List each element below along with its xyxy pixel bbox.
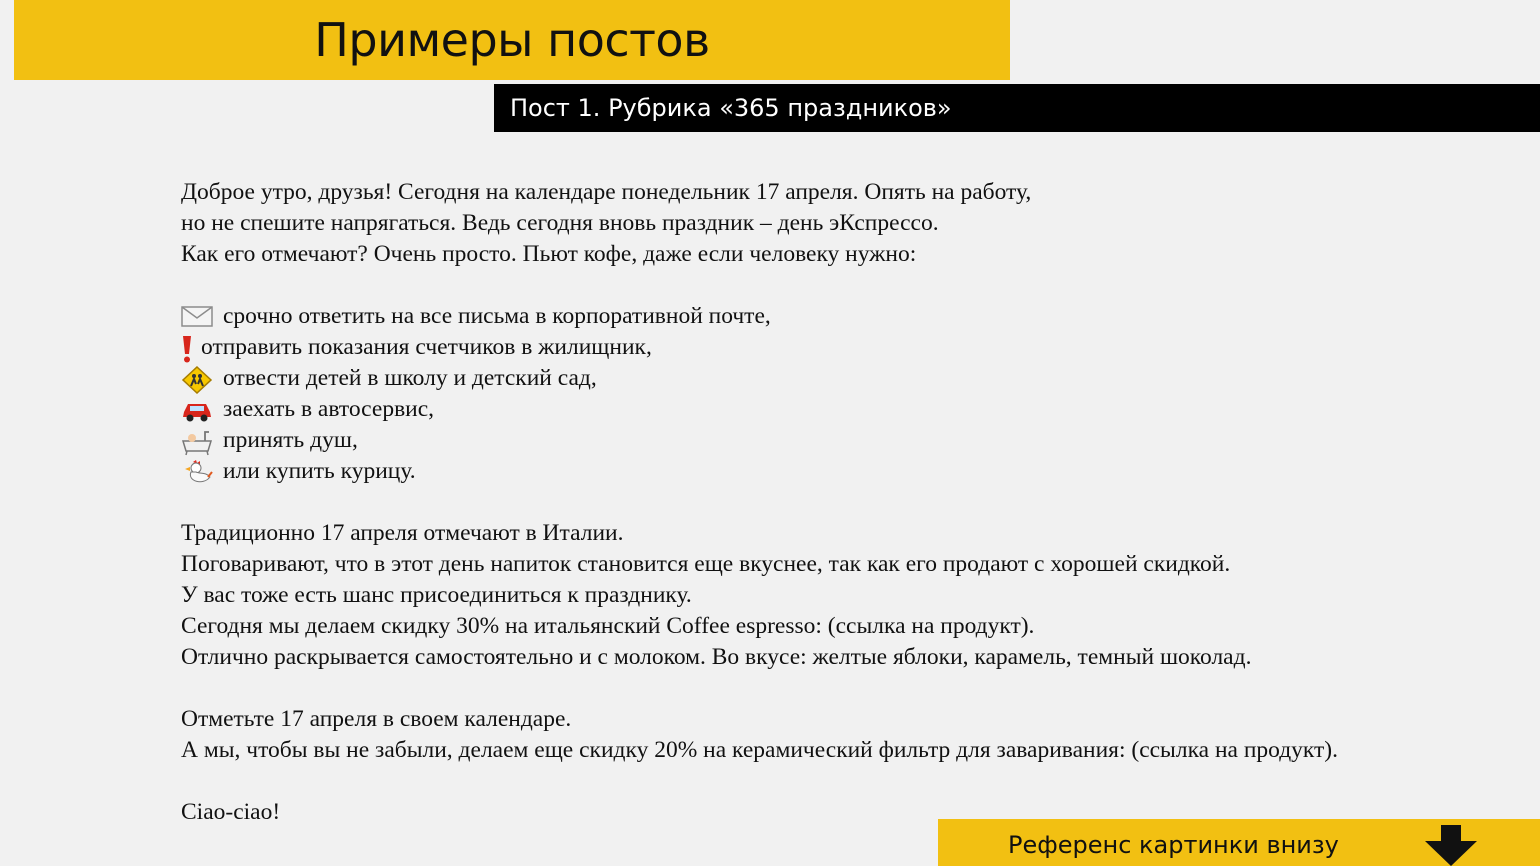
paragraph-line: Как его отмечают? Очень просто. Пьют кофе, даже если человеку нужно:	[181, 241, 917, 267]
paragraph-line: Отлично раскрывается самостоятельно и с молоком. Во вкусе: желтые яблоки, карамель, темный шоколад.	[181, 644, 1252, 670]
page-title: Примеры постов	[314, 13, 710, 67]
paragraph-line: Традиционно 17 апреля отмечают в Италии.	[181, 520, 624, 546]
post-body	[181, 177, 1501, 828]
paragraph-line: Сегодня мы делаем скидку 30% на итальянский Coffee espresso: (ссылка на продукт).	[181, 613, 1035, 639]
reference-label: Референс картинки внизу	[1008, 831, 1339, 859]
car-icon	[181, 397, 213, 423]
list-item-text: принять душ,	[223, 427, 358, 453]
list-item-text: срочно ответить на все письма в корпоративной почте,	[223, 303, 771, 329]
subtitle-banner	[494, 84, 1540, 132]
post-subtitle: Пост 1. Рубрика «365 праздников»	[510, 94, 952, 122]
list-item-text: или купить курицу.	[223, 458, 416, 484]
envelope-icon	[181, 304, 213, 330]
list-item-text: отправить показания счетчиков в жилищник,	[201, 334, 652, 360]
list-item	[181, 363, 1501, 394]
rooster-icon	[181, 459, 213, 485]
paragraph-line: Поговаривают, что в этот день напиток становится еще вкуснее, так как его продают с хорошей скидкой.	[181, 551, 1231, 577]
paragraph-line: А мы, чтобы вы не забыли, делаем еще скидку 20% на керамический фильтр для заваривания: (ссылка на продукт).	[181, 737, 1339, 763]
list-item	[181, 456, 1501, 487]
paragraph-line: Доброе утро, друзья! Сегодня на календаре понедельник 17 апреля. Опять на работу,	[181, 179, 1032, 205]
signoff: Ciao-ciao!	[181, 799, 281, 825]
list-item-text: отвести детей в школу и детский сад,	[223, 365, 597, 391]
children-crossing-icon	[181, 366, 213, 392]
list-item	[181, 332, 1501, 363]
paragraph-line: Отметьте 17 апреля в своем календаре.	[181, 706, 572, 732]
title-banner	[14, 0, 1010, 80]
reference-banner	[938, 819, 1540, 866]
bath-icon	[181, 428, 213, 454]
exclamation-icon	[181, 335, 193, 361]
paragraph-line: но не спешите напрягаться. Ведь сегодня вновь праздник – день эКспрессо.	[181, 210, 939, 236]
list-item-text: заехать в автосервис,	[223, 396, 435, 422]
list-item	[181, 394, 1501, 425]
paragraph-line: У вас тоже есть шанс присоединиться к празднику.	[181, 582, 692, 608]
list-item	[181, 301, 1501, 332]
arrow-down-icon	[1424, 825, 1478, 866]
list-item	[181, 425, 1501, 456]
